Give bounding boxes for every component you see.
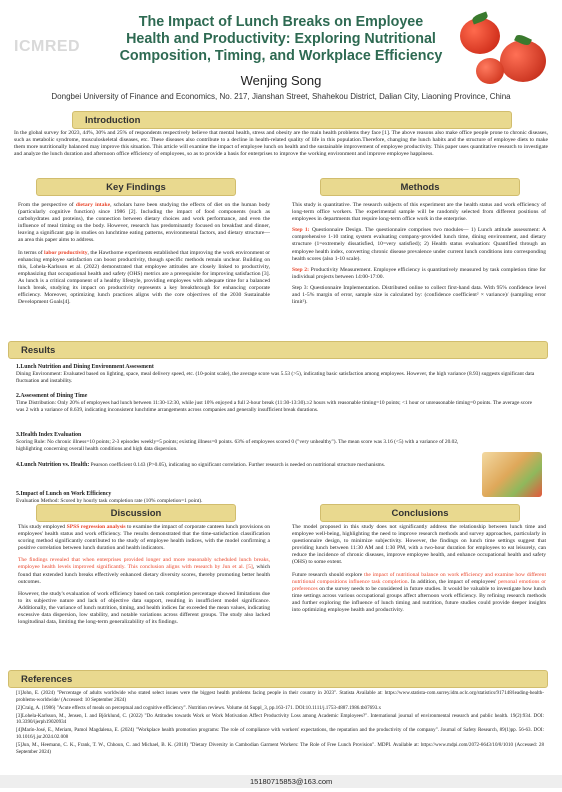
methods-intro: This study is quantitative. The research subjects of this experiment are the health status and work efficiency of long-term office workers. The experimental sample will be randomly selected from different positions of employees in departments that require long-term office work in the enterprise. <box>292 202 546 223</box>
reference-item: [4]Marín-José, E., Meriam, Pamol Magdalena, E. (2024) "Workplace health promotion programs: The role of compliance with workers' expectations, the reputation and the productivity of the company". Journal of Safety Research, 89(1)pp. 56-63. DOI: 10.1016/j.jsr.2024.02.008 <box>16 727 544 741</box>
introduction-text: In the global survey for 2023, 44%, 30% and 25% of respondents respectively believe that mental health, stress and obesity are the main health problems they face [1]. The above reasons also make office people prone to chronic diseases, such as metabolic syndrome, musculoskeletal diseases, etc. These diseases also contribute to a decline in health-related quality of life in this population.Therefore, changing the lunch habits and the structure of employee diets to make them more nutritionally balanced may improve this situation. This article will examine the impact of employee lunch on health and the sustainable improvement of employee productivity. This paper uses quantitative research to investigate and analyze the lunch duration and afternoon office efficiency of employees, so as to provide a basis for enterprises to improve the working environment and improve employee happiness. <box>14 130 548 158</box>
section-heading-results: Results <box>8 341 548 359</box>
lunch-photo <box>482 452 542 497</box>
results-item-text: Scoring Rule: No chronic illness=10 points; 2-3 episodes weekly=5 points; existing illness=0 points. 63% of employees scored 0 ("very unhealthy"). The mean score was 3.16 (<5) with a variance of 20.02, highlighting concerning overall health conditions and high data dispersion. <box>16 439 459 453</box>
conclusions-paragraph-1: The model proposed in this study does not significantly address the relationship between lunch time and employee well-being, highlighting the need to improve research methods and survey approaches, particularly in questionnaire design, to minimize subjectivity. However, the findings on lunch time settings suggest that providing lunch between 11:30 AM and 1:30 PM, with a two-hour duration for employees to eat leisurely, can reduce the incidence of chronic diseases, improve employee health, and enhance occupational health and safety (OHS) to some extent. <box>292 524 546 566</box>
discussion-paragraph-1: This study employed SPSS regression analysis to examine the impact of corporate canteen lunch provisions on employees' health status and work efficiency. The results demonstrated that the time-satisfaction classification scoring method significantly contributed to the study of employee health indices, with the model confirming a positive correlation between lunch duration and health indicators. <box>18 524 270 552</box>
poster-title-line2: Health and Productivity: Exploring Nutritional <box>126 31 436 47</box>
section-heading-introduction: Introduction <box>72 111 512 129</box>
poster-title-line1: The Impact of Lunch Breaks on Employee <box>138 14 424 30</box>
poster-title-line3: Composition, Timing, and Workplace Efficiency <box>119 48 443 64</box>
results-item <box>16 432 476 454</box>
conclusions-text <box>292 524 546 614</box>
affiliation: Dongbei University of Finance and Economics, No. 217, Jianshan Street, Shahekou District, Dalian City, Liaoning Province, China <box>51 92 511 101</box>
section-heading-methods: Methods <box>320 178 520 196</box>
section-heading-references: References <box>8 670 548 688</box>
methods-text <box>292 202 546 306</box>
methods-step2: Step 2: Productivity Measurement. Employee efficiency is quantitatively measured by task completion time for individual projects between 14:00-17:00. <box>292 266 546 280</box>
reference-item: [5]Jun, M., Heemann, C. K., Frank, T. W., Chhoun, C. and Michael, B. K. (2018) "Dietary Diversity in Cambodian Garment Workers: The Role of Free Lunch Provision". MDPI. Available at: https://www.mdpi.com/2072-6643/10/8/1010 (Accessed: 28 September 2024) <box>16 742 544 755</box>
results-item-heading: 4.Lunch Nutrition vs. Health: <box>16 462 90 468</box>
references-list <box>16 690 544 757</box>
discussion-paragraph-2: The findings revealed that when enterprises provided longer and more reasonably scheduled lunch breaks, employee health levels improved significantly. This conclusion aligns with research by Jun et al. [5], which found that extended lunch breaks effectively enhanced dietary diversity scores, thereby promoting better health outcomes. <box>18 557 270 585</box>
methods-step3: Step 3: Questionnaire Implementation. Distributed online to collect first-hand data. With 95% confidence level and 1-5% margin of error, sample size is calculated by: (confidence coefficient² × variance)/ (sampling error limit²). <box>292 284 546 306</box>
author: Wenjing Song <box>240 73 322 88</box>
results-item <box>16 462 476 469</box>
section-heading-conclusions: Conclusions <box>320 504 520 522</box>
results-item-text: Evaluation Method: Scored by hourly task completion rate (10% completion=1 point). <box>16 498 203 505</box>
discussion-paragraph-3: However, the study's evaluation of work efficiency based on task completion percentage showed limitations due to its subjective nature and lack of objective data support, resulting in insufficient model significance. Additionally, the variance of lunch nutrition, timing, and health indices far exceeded the mean values, indicating excessive data dispersion, low stability, and notable variations across different groups. The study also lacked longitudinal data, limiting the long-term generalizability of its findings. <box>18 590 270 626</box>
results-item-heading: 1.Lunch Nutrition and Dining Environment Assessment <box>16 364 154 370</box>
results-item-heading: 2.Assessment of Dining Time <box>16 393 88 399</box>
logo-text: ICMRED <box>14 38 81 55</box>
methods-step1: Step 1: Questionnaire Design. The questionnaire comprises two modules— 1) Lunch attitude assessment: A comprehensive 1-10 rating system evaluating company-provided lunch time, dining environment, and dietary structure (1=extremely dissatisfied, 10=very satisfied); 2) Health status evaluation: Quantified through an employee health index, converting chronic disease prevalence under current lunch conditions into corresponding health scores (also 1-10 scale). <box>292 227 546 262</box>
results-item-text: Pearson coefficient 0.143 (P>0.05), indicating no significant correlation. Further research is needed on nutritional structure mechanisms. <box>89 462 386 468</box>
key-findings-paragraph-1: From the perspective of dietary intake, scholars have been studying the effects of diet on the human body (particularly cognitive function) since 1986 [2]. Including the impact of food components (such as carbohydrates and proteins), the connection between dietary choices and work performance, and even the influence of meal timing on the body. However, research has predominantly focused on breakfast and dinner, leaving a significant gap in studies on lunchtime eating patterns, environmental factors, and dietary structure—an area this paper aims to address. <box>18 202 270 244</box>
results-item-heading: 5.Impact of Lunch on Work Efficiency <box>16 491 112 497</box>
results-item <box>16 393 536 415</box>
discussion-text <box>18 524 270 626</box>
conclusions-paragraph-2: Future research should explore the impact of nutritional balance on work efficiency and examine how different nutritional compositions influence task completion. In addition, the impact of employees' personal emotions or preferences on the survey needs to be considered in future studies. It would be valuable to investigate how lunch time settings across various occupational groups affect afternoon work efficiency. By refining research methods and further exploring the influence of lunch timing and nutrition, future studies could provide deeper insights into optimizing employee health and productivity. <box>292 571 546 614</box>
key-findings-paragraph-2: In terms of labor productivity, the Hawthorne experiments established that improving the work environment or enhancing employee satisfaction can boost productivity, though specific methods remain unclear. Building on this, Lohela-Karlsson et al. (2022) demonstrated that employee attitudes are closely linked to productivity, emphasizing that occupational health and safety (OHS) metrics are a prerequisite for improving satisfaction [3]. As lunch is a critical component of a healthy lifestyle, providing employees with adequate time for a balanced lunch break, studying its impact on productivity represents a key breakthrough for enhancing corporate efficiency. Moreover, optimizing lunch practices aligns with the core objectives of the 2030 Sustainable Development Goals[4]. <box>18 249 271 306</box>
results-item-heading: 3.Health Index Evaluation <box>16 432 82 438</box>
results-item-text: Dining Environment: Evaluated based on lighting, space, meal delivery speed, etc. (10-point scale), the average score was 5.53 (>5), indicating basic satisfaction among employees. However, the high variance (8.93) suggests significant data fluctuation and instability. <box>16 371 535 385</box>
reference-item: [3]Lohela-Karlsson, M., Jensen, I. and Björklund, C. (2022) "Do Attitudes towards Work or Work Motivation Affect Productivity Loss among Academic Employees?". International journal of environmental research and public health. 19(2):934. DOI: 10.3390/ijerph19020934 <box>16 712 544 726</box>
reference-item: [2]Craig, A. (1986) "Acute effects of meals on perceptual and cognitive efficiency". Nutrition reviews. Volume 44 Suppl_3, pp.163-171. DOI:10.1111/j.1753-4887.1986.tb07693.x <box>16 704 382 711</box>
results-item-text: Time Distribution: Only 20% of employees had lunch between 11:30-12:30, while just 10% enjoyed a full 2-hour break (11:30-13:30).≥2 hours with reasonable timing=10 points; <1 hour or unreasonable timing=0 points. The average score was 2 with a variance of 8.639, indicating inconsistent lunchtime arrangements across companies and generally insufficient break durations. <box>16 400 533 414</box>
key-findings-text <box>18 202 270 306</box>
results-item <box>16 364 536 386</box>
contact-email[interactable]: 15180715853@163.com <box>250 777 333 786</box>
section-heading-key-findings: Key Findings <box>36 178 236 196</box>
section-heading-discussion: Discussion <box>36 504 236 522</box>
reference-item: [1]John, E. (2024) "Percentage of adults worldwide who stated select issues were the biggest health problems facing people in their country in 2023". Statista Available at: https://www.statista-com.surrey.idm.oclc.org/statistics/917148/leading-health-problems-worldwide/ (Accessed: 10 September 2024) <box>16 690 544 703</box>
